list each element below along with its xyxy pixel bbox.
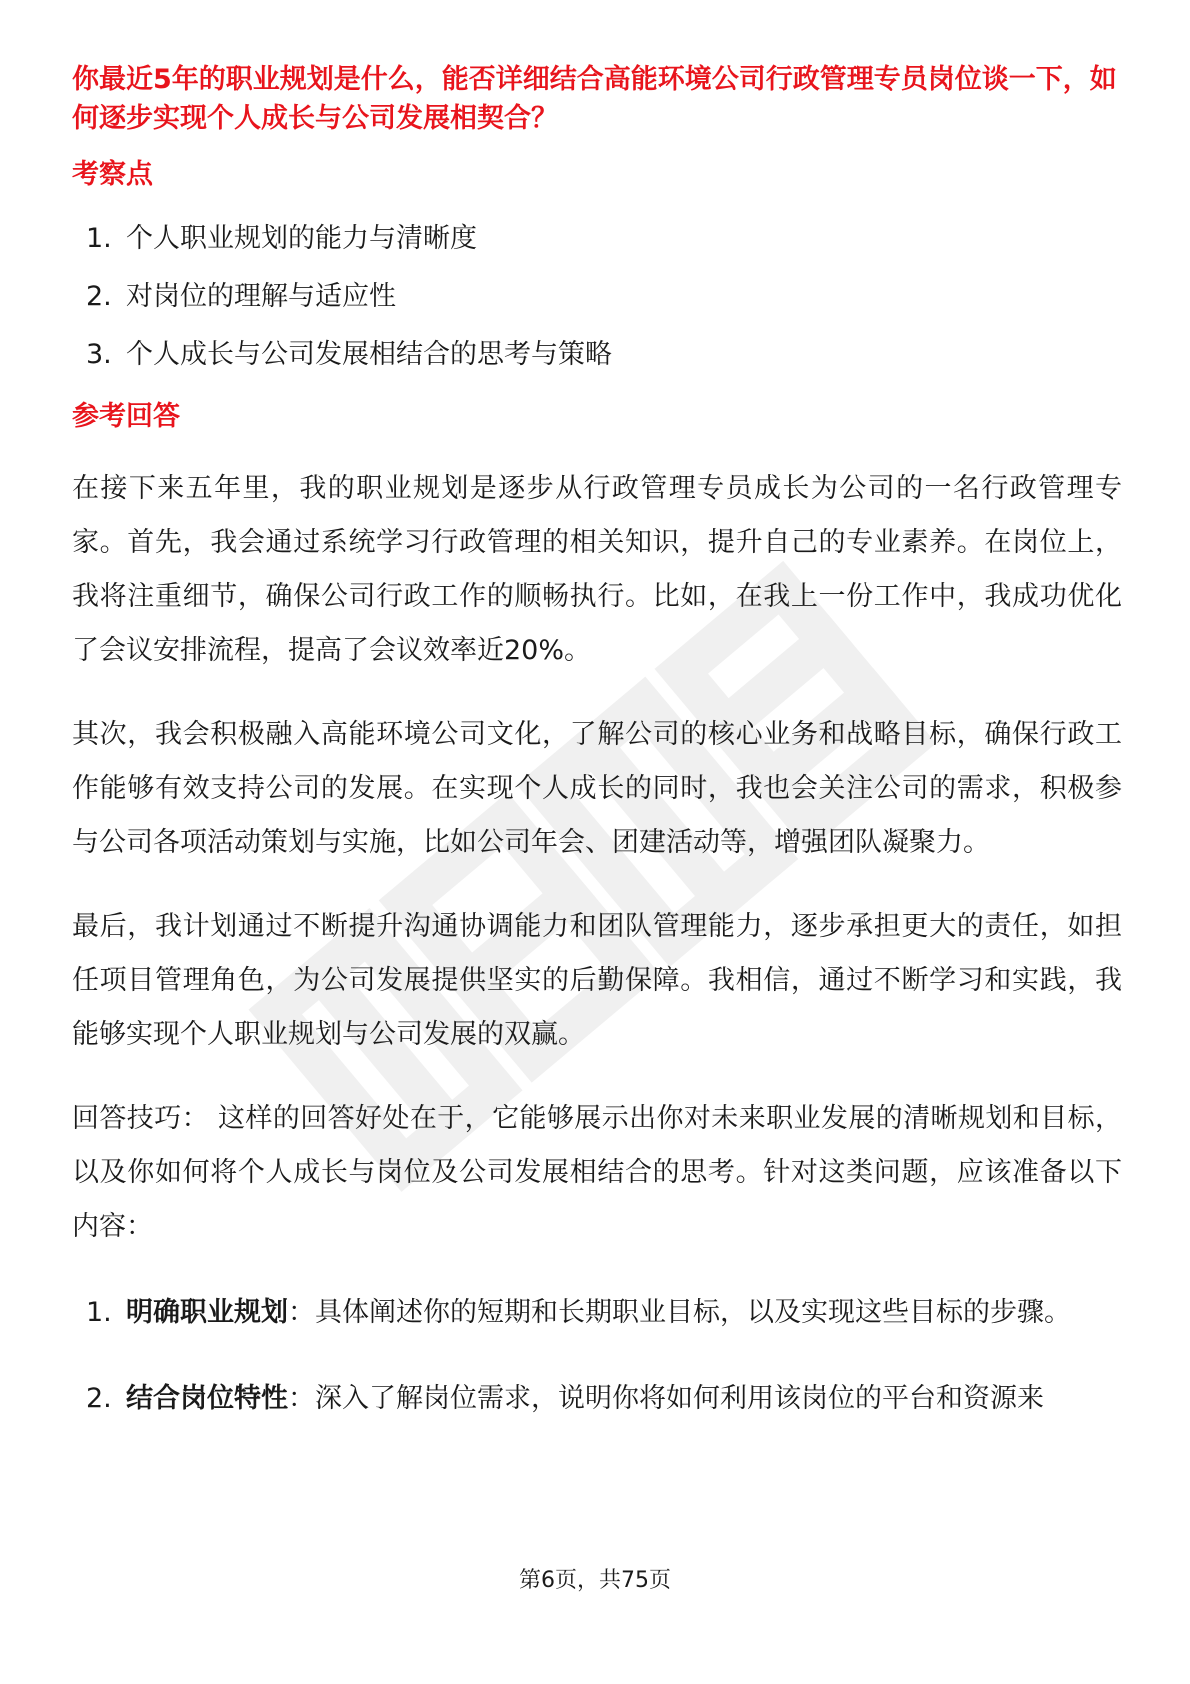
list-item — [72, 278, 1122, 316]
answer-paragraph: 最后，我计划通过不断提升沟通协调能力和团队管理能力，逐步承担更大的责任，如担任项目管理角色，为公司发展提供坚实的后勤保障。我相信，通过不断学习和实践，我能够实现个人职业规划与公司发展的双赢。 — [72, 911, 1122, 1050]
list-text: 个人成长与公司发展相结合的思考与策略 — [126, 339, 612, 370]
tip-body — [126, 1284, 1122, 1342]
list-item — [72, 1284, 1122, 1342]
tip-text: ：深入了解岗位需求，说明你将如何利用该岗位的平台和资源来 — [288, 1383, 1044, 1414]
page-footer: 第6页，共75页 — [519, 1568, 671, 1593]
list-number: 1. — [86, 1297, 112, 1328]
list-number: 2. — [86, 1383, 112, 1414]
examine-points-list — [72, 220, 1122, 374]
tip-label: 明确职业规划 — [126, 1297, 288, 1328]
list-item — [72, 336, 1122, 374]
list-text: 对岗位的理解与适应性 — [126, 281, 396, 312]
reference-answer-title: 参考回答 — [72, 401, 180, 432]
list-number: 1. — [86, 223, 112, 254]
examine-points-title: 考察点 — [72, 159, 153, 190]
tip-text: ：具体阐述你的短期和长期职业目标，以及实现这些目标的步骤。 — [288, 1297, 1071, 1328]
list-text: 个人职业规划的能力与清晰度 — [126, 223, 477, 254]
answer-paragraph: 其次，我会积极融入高能环境公司文化，了解公司的核心业务和战略目标，确保行政工作能够有效支持公司的发展。在实现个人成长的同时，我也会关注公司的需求，积极参与公司各项活动策划与实施，比如公司年会、团建活动等，增强团队凝聚力。 — [72, 719, 1122, 858]
list-item — [72, 1370, 1122, 1428]
list-item — [72, 220, 1122, 258]
tips-list — [72, 1284, 1122, 1428]
tip-body — [126, 1370, 1122, 1428]
question-heading: 你最近5年的职业规划是什么，能否详细结合高能环境公司行政管理专员岗位谈一下，如何逐步实现个人成长与公司发展相契合？ — [72, 64, 1117, 134]
answer-paragraph: 在接下来五年里，我的职业规划是逐步从行政管理专员成长为公司的一名行政管理专家。首先，我会通过系统学习行政管理的相关知识，提升自己的专业素养。在岗位上，我将注重细节，确保公司行政工作的顺畅执行。比如，在我上一份工作中，我成功优化了会议安排流程，提高了会议效率近20%。 — [72, 473, 1122, 666]
list-number: 2. — [86, 281, 112, 312]
document-page — [72, 60, 1122, 1456]
answer-tips-paragraph: 回答技巧： 这样的回答好处在于，它能够展示出你对未来职业发展的清晰规划和目标，以及你如何将个人成长与岗位及公司发展相结合的思考。针对这类问题，应该准备以下内容： — [72, 1103, 1122, 1242]
list-number: 3. — [86, 339, 112, 370]
tip-label: 结合岗位特性 — [126, 1383, 288, 1414]
